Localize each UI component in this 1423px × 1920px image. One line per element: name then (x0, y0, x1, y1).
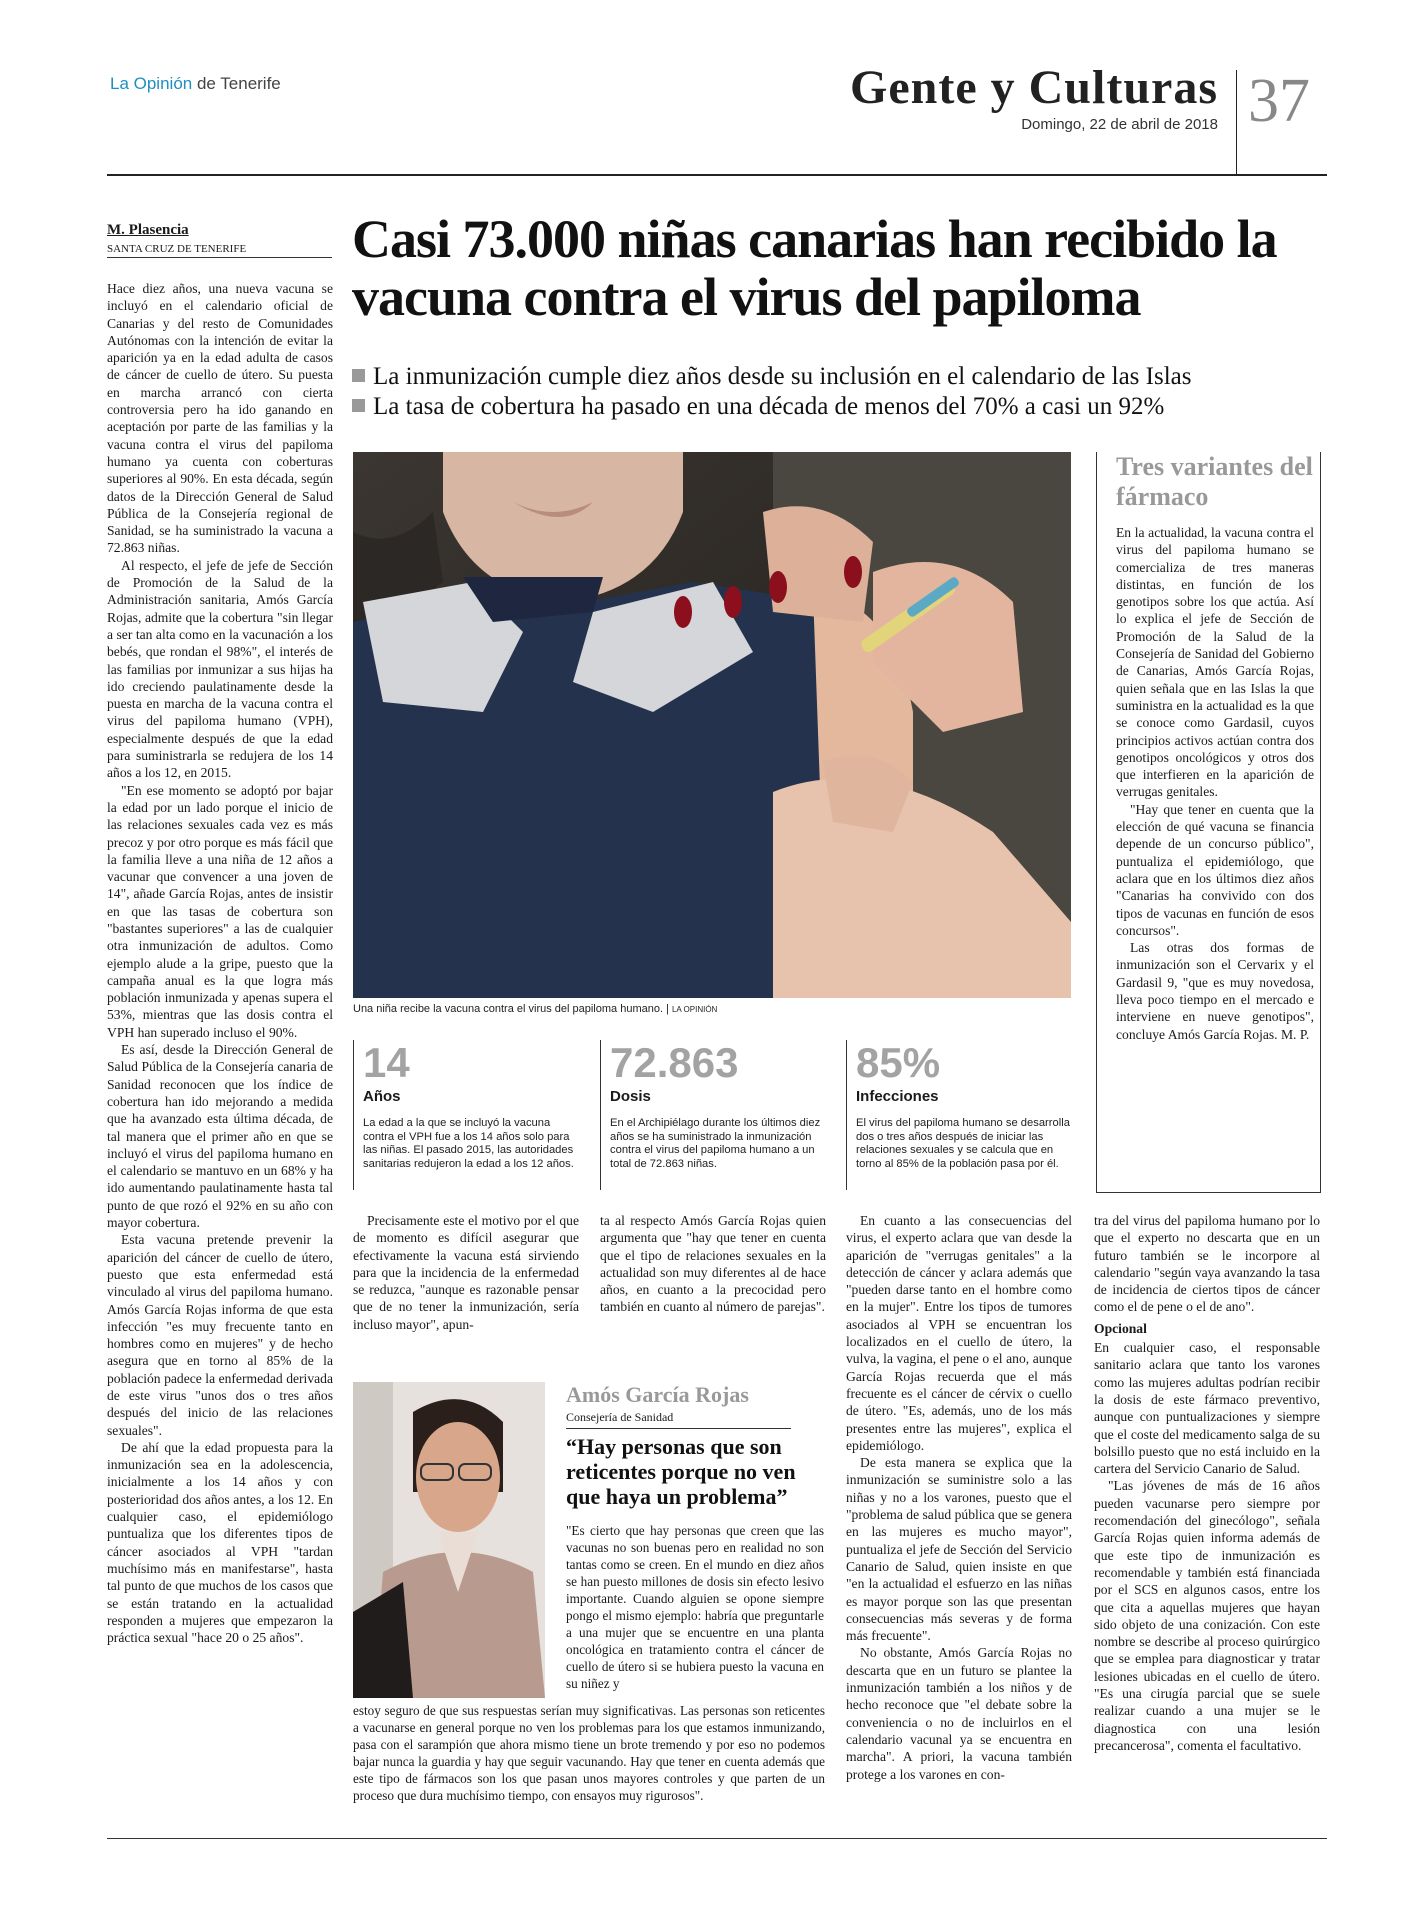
subhead-1-text: La inmunización cumple diez años desde su inclusión en el calendario de las Islas (373, 363, 1192, 390)
stat-number: 85% (856, 1039, 941, 1086)
paragraph: En la actualidad, la vacuna contra el virus del papiloma humano se comercializa de tres maneras distintas, en función de los genotipos sobre los que actúa. Así lo explica el jefe de Sección de Promoción de la Salud de la Consejería de Sanidad del Gobierno de Canarias, Amós García Rojas, quien señala que en las Islas la que suministra en la actualidad es la que se conoce como Gardasil, cuyos principios activos actúan contra dos genotipos oncológicos y otros dos que interfieren en la aparición de verrugas genitales. (1116, 525, 1314, 800)
stat-label: Dosis (610, 1088, 651, 1105)
paragraph: tra del virus del papiloma humano por lo que el experto no descarta que en un futuro también se le incorpore al calendario "según vaya avanzando la tasa de incidencia de ciertos tipos de cáncer como el de pene o el de ano". (1094, 1213, 1320, 1315)
brand-name: La Opinión (110, 74, 193, 93)
stat-label: Años (363, 1088, 401, 1105)
paragraph: "En ese momento se adoptó por bajar la edad por un lado porque el inicio de las relaciones sexuales cada vez es más precoz y por otro porque es más fácil que la familia lleve a una niña de 12 años a vacunar que convencer a una joven de 14", añade García Rojas, antes de insistir en que las tasas de cobertura son "bastantes superiores" a las de cualquier otra inmunización de adultos. Como ejemplo alude a la gripe, puesto que la campaña anual es la que logra más población inmunizada y apenas supera el 53%, mientras que las dosis contra el VPH han superado incluso el 90%. (107, 782, 333, 1040)
issue-date: Domingo, 22 de abril de 2018 (1021, 116, 1218, 133)
sidebar-text (1116, 524, 1314, 1043)
bullet-square-icon (352, 369, 365, 382)
subhead-1 (352, 362, 1322, 392)
paragraph: En cuanto a las consecuencias del virus, el experto aclara que van desde la aparición de "verrugas genitales" a la detección de cáncer y aclara además que "pueden darse tanto en el hombre como en la mujer". Entre los tipos de tumores asociados al VPH se encuentran los localizados en el cuello de útero, la vulva, la vagina, el pene o el ano, aunque García Rojas recuerda que el más frecuente es el cáncer de cérvix o cuello de útero. "Es, además, uno de los más presentes entre las mujeres", explica el epidemiólogo. (846, 1213, 1072, 1453)
article-column-5 (1094, 1212, 1320, 1754)
subhead-2-text: La tasa de cobertura ha pasado en una década de menos del 70% a casi un 92% (373, 393, 1165, 420)
interviewee-photo (353, 1382, 545, 1698)
stat-divider (353, 1040, 354, 1190)
stat-description: En el Archipiélago durante los últimos diez años se ha suministrado la inmunización contra el virus del papiloma humano a un total de 72.863 niñas. (610, 1117, 821, 1170)
subhead-2 (352, 392, 1322, 422)
interview-text-top (566, 1522, 824, 1692)
stat-infections (856, 1040, 1076, 1171)
article-column-3 (600, 1212, 826, 1316)
paragraph: Al respecto, el jefe de jefe de Sección de Promoción de la Salud de la Administración sanitaria, Amós García Rojas, admite que la cobertura "sin llegar a ser tan alta como en la vacunación a los bebés, que rondan el 98%", el interés de las familias por inmunizar a sus hijas ha ido creciendo paulatinamente desde la puesta en marcha de la vacuna contra el virus del papiloma humano (VPH), especialmente después de que la edad para suministrarla se redujera de los 14 años a los 12, en 2015. (107, 557, 333, 781)
sidebar-title: Tres variantes del fármaco (1116, 452, 1313, 511)
interviewee-name: Amós García Rojas (566, 1382, 749, 1407)
paragraph: No obstante, Amós García Rojas no descarta que en un futuro se plantee la inmunización también a los niños y de hecho reconoce que "el debate sobre la conveniencia o no de incluirlos en el calendario vacunal ya se encuentra en marcha". A priori, la vacuna también protege a los varones en con- (846, 1645, 1072, 1782)
newspaper-brand (110, 74, 281, 94)
pull-quote: “Hay personas que son reticentes porque no ven que haya un problema” (566, 1434, 796, 1509)
stat-number: 14 (363, 1039, 410, 1086)
paragraph: estoy seguro de que sus respuestas serían muy significativas. Las personas son reticentes a vacunarse en general porque no ven los problemas para los que estamos inmunizando, pasa con el sarampión que ahora mismo tiene un brote tremendo y por eso no podemos bajar nunca la guardia y hay que seguir vacunando. Hay que tener en cuenta además que este tipo de fármacos son los que pasan unos mayores controles y que parten de un proceso que dura muchísimo tiempo, con ensayos muy rigurosos". (353, 1703, 825, 1803)
article-column-1 (107, 280, 333, 1646)
headline: Casi 73.000 niñas canarias han recibido la vacuna contra el virus del papiloma (352, 209, 1277, 327)
paragraph: Hace diez años, una nueva vacuna se incluyó en el calendario oficial de Canarias y del resto de Comunidades Autónomas con la intención de evitar la aparición ya en la edad adulta de casos de cáncer de cuello de útero. Su puesta en marcha arrancó con cierta controversia pero ha ido ganando en aceptación por parte de las familias y la vacuna contra el virus del papiloma humano ya cuenta con coberturas superiores al 90%. En esta década, según datos de la Dirección General de Salud Pública de la Consejería regional de Sanidad, se ha suministrado la vacuna a 72.863 niñas. (107, 281, 333, 556)
bullet-square-icon (352, 399, 365, 412)
paragraph: "Las jóvenes de más de 16 años pueden vacunarse pero siempre por recomendación del ginecólogo", señala García Rojas quien informa además de que este tipo de inmunización es recomendable y también está financiada por el SCS en algunos casos, entre los que cita a aquellas mujeres que hayan sido objeto de una conización. Con este nombre se describe al proceso quirúrgico que se emplea para diagnosticar y tratar lesiones ubicadas en el cuello de útero. "Es una cirugía parcial que se suele realizar cuando a una mujer se le diagnostica con una lesión precancerosa", comenta el facultativo. (1094, 1478, 1320, 1753)
byline-author: M. Plasencia (107, 222, 189, 238)
footer-rule (107, 1838, 1327, 1839)
paragraph: Esta vacuna pretende prevenir la aparición del cáncer de cuello de útero, puesto que esta enfermedad está vinculado al virus del papiloma humano. Amós García Rojas informa de que esta infección "es muy frecuente tanto en hombres como en mujeres" y de hecho asegura que en torno al 85% de la población padece la enfermedad derivada de este virus "unos dos o tres años después del inicio de las relaciones sexuales". (107, 1232, 333, 1438)
main-photo (353, 452, 1071, 998)
stat-doses (610, 1040, 830, 1171)
photo-credit: LA OPINIÓN (671, 1005, 718, 1014)
portrait-image (353, 1382, 545, 1698)
stat-number: 72.863 (610, 1039, 739, 1086)
article-column-2 (353, 1212, 579, 1333)
sidebar-rule-left (1096, 452, 1097, 1192)
header-divider (1236, 70, 1237, 174)
stat-years (363, 1040, 583, 1171)
stat-divider (600, 1040, 601, 1190)
paragraph: Precisamente este el motivo por el que de momento es difícil asegurar que efectivamente la vacuna está sirviendo para que la incidencia de la enfermedad se reduzca, "aunque es razonable pensar que de no tener la inmunización, sería incluso mayor", apun- (353, 1213, 579, 1332)
byline-place: SANTA CRUZ DE TENERIFE (107, 243, 332, 258)
vaccination-photo (353, 452, 1071, 998)
stat-divider (846, 1040, 847, 1190)
interview-text-bottom (353, 1702, 825, 1804)
paragraph: Las otras dos formas de inmunización son el Cervarix y el Gardasil 9, "que es muy novedosa, lleva poco tiempo en el mercado e interviene en nueve genotipos", concluye Amós García Rojas. M. P. (1116, 940, 1314, 1042)
stat-label: Infecciones (856, 1088, 939, 1105)
brand-suffix: de Tenerife (192, 74, 281, 93)
photo-caption (353, 1003, 1071, 1015)
paragraph: En cualquier caso, el responsable sanitario aclara que tanto los varones como las mujeres adultas podrían recibir la dosis de este fármaco preventivo, aunque con puntualizaciones y siempre que el coste del medicamento salga de su bolsillo puesto que no está incluido en la cartera del Servicio Canario de Salud. (1094, 1340, 1320, 1477)
stat-description: El virus del papiloma humano se desarrolla dos o tres años después de iniciar las relaciones sexuales y se calcula que en torno al 85% de la población pasa por él. (856, 1117, 1070, 1170)
paragraph: De esta manera se explica que la inmunización se suministre solo a las niñas y no a los varones, puesto que el "problema de salud pública que se genera en las mujeres es mucho mayor", puntualiza el jefe de Sección del Servicio Canario de Salud, quien insiste en que "en la actualidad el esfuerzo en las niñas es mayor porque son las que presentan consecuencias más severas y de forma más frecuente". (846, 1455, 1072, 1644)
paragraph: "Es cierto que hay personas que creen que las vacunas no son buenas pero en realidad no son tantas como se creen. En el mundo en diez años se han puesto millones de dosis sin efecto lesivo importante. Cuando alguien se opone siempre pongo el mismo ejemplo: habría que preguntarle a una mujer que se encuentre en una planta oncológica en tratamiento contra el cáncer de cuello de útero si se hubiera puesto la vacuna en su niñez y (566, 1523, 824, 1691)
paragraph: De ahí que la edad propuesta para la inmunización sea en la adolescencia, inicialmente a los 14 años y con posterioridad dos años antes, a los 12. En cualquier caso, el epidemiólogo puntualiza que los diferentes tipos de cáncer asociados al VPH "tardan muchísimo más en manifestarse", hasta tal punto de que muchos de los casos que se están tratando en la actualidad responden a mujeres que empezaron la práctica sexual "hace 20 o 25 años". (107, 1439, 333, 1646)
header-rule (107, 174, 1327, 176)
section-subhead: Opcional (1094, 1320, 1147, 1336)
stat-description: La edad a la que se incluyó la vacuna contra el VPH fue a los 14 años solo para las niñas. El pasado 2015, las autoridades sanitarias redujeron la edad a los 12 años. (363, 1117, 574, 1170)
paragraph: Es así, desde la Dirección General de Salud Pública de la Consejería canaria de Sanidad reconocen que los índice de cobertura han ido mejorando a medida que ha avanzado esta última década, de tal manera que el primer año en que se incluyó el virus del papiloma humano en el calendario se mantuvo en un 68% y ha ido aumentando paulatinamente hasta tal punto de que rozó el 92% en su año con mayor cobertura. (107, 1042, 333, 1231)
paragraph: ta al respecto Amós García Rojas quien argumenta que "hay que tener en cuenta que el tipo de relaciones sexuales en la actualidad son muy diferentes al de hace años, en cuanto a la precocidad pero también en cuanto al número de parejas". (600, 1213, 826, 1315)
section-title: Gente y Culturas (850, 61, 1218, 114)
interviewee-role: Consejería de Sanidad (566, 1410, 791, 1429)
article-column-4 (846, 1212, 1072, 1783)
caption-text: Una niña recibe la vacuna contra el virus del papiloma humano. | (353, 1003, 672, 1015)
page-number: 37 (1248, 67, 1310, 135)
sidebar-rule-right (1320, 452, 1321, 1192)
paragraph: "Hay que tener en cuenta que la elección de qué vacuna se financia depende de un concurso público", puntualiza el epidemiólogo, que aclara que en los últimos diez años "Canarias ha convivido con dos tipos de vacunas en función de esos concursos". (1116, 801, 1314, 938)
sidebar-rule-bottom (1096, 1192, 1321, 1193)
